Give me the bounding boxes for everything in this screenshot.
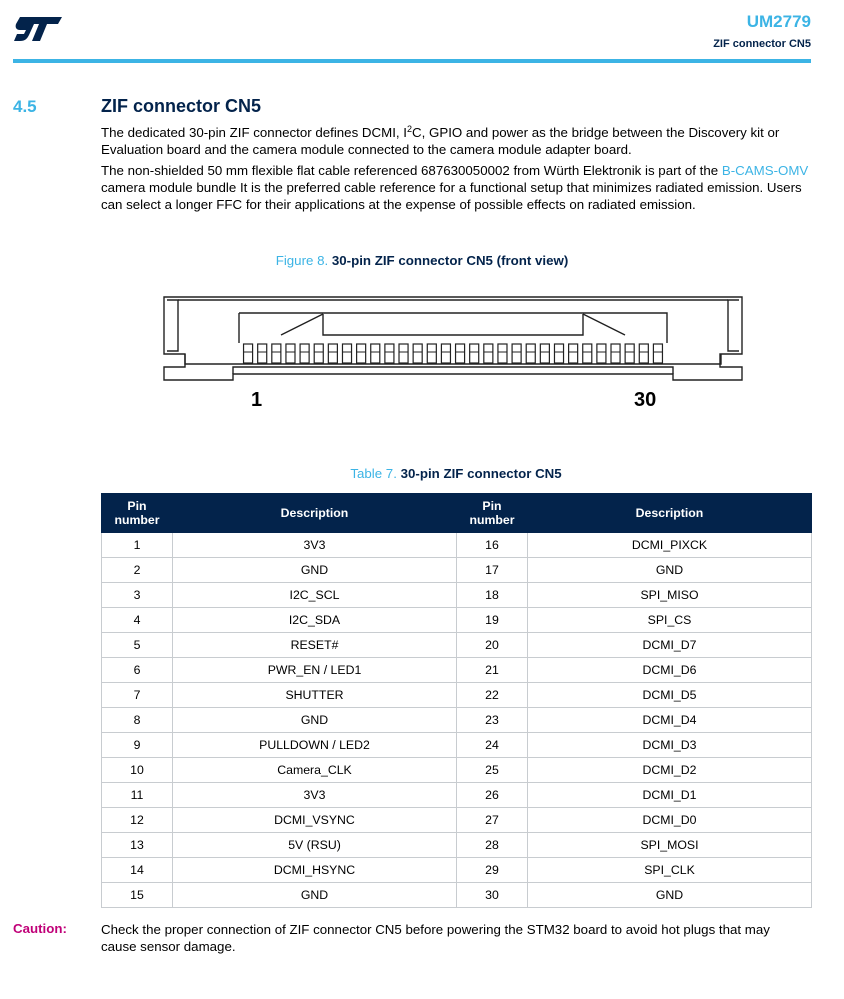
pin-number-cell: 12 bbox=[102, 808, 173, 833]
connector-pin bbox=[300, 344, 309, 363]
pin-number-cell: 20 bbox=[457, 633, 528, 658]
description-cell: DCMI_D3 bbox=[528, 733, 812, 758]
connector-pin bbox=[286, 344, 295, 363]
pin-number-cell: 5 bbox=[102, 633, 173, 658]
table-row bbox=[102, 858, 812, 883]
pin-number-cell: 27 bbox=[457, 808, 528, 833]
pin-number-cell: 28 bbox=[457, 833, 528, 858]
pin-number-cell: 18 bbox=[457, 583, 528, 608]
description-cell: DCMI_D2 bbox=[528, 758, 812, 783]
description-cell: 3V3 bbox=[173, 783, 457, 808]
description-cell: DCMI_D1 bbox=[528, 783, 812, 808]
paragraph-2: The non-shielded 50 mm flexible flat cable referenced 687630050002 from Würth Elektronik is part of the B-CAMS-OMV camera module bundle It is the preferred cable reference for a functional setup that minimizes radiated emission. Users can select a longer FFC for their applications at the expense of possible effects on radiated emission. bbox=[101, 163, 809, 212]
description-cell: 3V3 bbox=[173, 533, 457, 558]
document-id: UM2779 bbox=[746, 12, 811, 31]
description-cell: I2C_SCL bbox=[173, 583, 457, 608]
pin-number-cell: 26 bbox=[457, 783, 528, 808]
description-cell: DCMI_D5 bbox=[528, 683, 812, 708]
pin-number-cell: 25 bbox=[457, 758, 528, 783]
pin-number-cell: 4 bbox=[102, 608, 173, 633]
pin-number-cell: 19 bbox=[457, 608, 528, 633]
connector-pin bbox=[653, 344, 662, 363]
pin-number-cell: 13 bbox=[102, 833, 173, 858]
description-cell: PULLDOWN / LED2 bbox=[173, 733, 457, 758]
description-cell: Camera_CLK bbox=[173, 758, 457, 783]
connector-pin bbox=[314, 344, 323, 363]
table-row bbox=[102, 633, 812, 658]
description-cell: I2C_SDA bbox=[173, 608, 457, 633]
connector-pin bbox=[554, 344, 563, 363]
pin-number-cell: 11 bbox=[102, 783, 173, 808]
connector-pin bbox=[399, 344, 408, 363]
pin-number-cell: 8 bbox=[102, 708, 173, 733]
connector-pin bbox=[569, 344, 578, 363]
connector-pin bbox=[357, 344, 366, 363]
caution-text: Check the proper connection of ZIF connector CN5 before powering the STM32 board to avoid hot plugs that may cause sensor damage. bbox=[101, 922, 770, 954]
table-row bbox=[102, 533, 812, 558]
table-row bbox=[102, 733, 812, 758]
connector-pin bbox=[258, 344, 267, 363]
table-row bbox=[102, 708, 812, 733]
description-cell: 5V (RSU) bbox=[173, 833, 457, 858]
connector-pin bbox=[427, 344, 436, 363]
table-row bbox=[102, 833, 812, 858]
b-cams-omv-link[interactable]: B-CAMS-OMV bbox=[721, 163, 809, 178]
description-cell: SPI_CLK bbox=[528, 858, 812, 883]
description-cell: DCMI_D7 bbox=[528, 633, 812, 658]
header-description-2: Description bbox=[528, 494, 812, 533]
pin-number-cell: 7 bbox=[102, 683, 173, 708]
table-row bbox=[102, 683, 812, 708]
connector-pin bbox=[371, 344, 380, 363]
connector-pin bbox=[470, 344, 479, 363]
description-cell: GND bbox=[173, 708, 457, 733]
description-cell: GND bbox=[528, 883, 812, 908]
connector-pin bbox=[385, 344, 394, 363]
header-pin-number-2: Pin number bbox=[457, 494, 528, 533]
table-row bbox=[102, 758, 812, 783]
pin-number-cell: 3 bbox=[102, 583, 173, 608]
connector-pin bbox=[526, 344, 535, 363]
pin-number-cell: 1 bbox=[102, 533, 173, 558]
table-row bbox=[102, 883, 812, 908]
connector-pin bbox=[272, 344, 281, 363]
table-row bbox=[102, 783, 812, 808]
st-logo-icon bbox=[12, 13, 64, 45]
header-section-ref: ZIF connector CN5 bbox=[713, 38, 811, 50]
pin-30-label: 30 bbox=[634, 389, 657, 411]
description-cell: RESET# bbox=[173, 633, 457, 658]
description-cell: DCMI_D6 bbox=[528, 658, 812, 683]
description-cell: SPI_CS bbox=[528, 608, 812, 633]
pin-number-cell: 14 bbox=[102, 858, 173, 883]
connector-pin bbox=[413, 344, 422, 363]
connector-pin bbox=[512, 344, 521, 363]
section-title: ZIF connector CN5 bbox=[101, 96, 262, 116]
pin-number-cell: 6 bbox=[102, 658, 173, 683]
table-caption: Table 7. 30-pin ZIF connector CN5 bbox=[350, 466, 562, 481]
connector-pin bbox=[597, 344, 606, 363]
table-row bbox=[102, 608, 812, 633]
connector-pin bbox=[540, 344, 549, 363]
table-row bbox=[102, 583, 812, 608]
header-description-1: Description bbox=[173, 494, 457, 533]
description-cell: SPI_MISO bbox=[528, 583, 812, 608]
table-row bbox=[102, 658, 812, 683]
description-cell: GND bbox=[173, 883, 457, 908]
description-cell: DCMI_D4 bbox=[528, 708, 812, 733]
pin-number-cell: 29 bbox=[457, 858, 528, 883]
pin-number-cell: 9 bbox=[102, 733, 173, 758]
connector-pin bbox=[611, 344, 620, 363]
description-cell: PWR_EN / LED1 bbox=[173, 658, 457, 683]
table-row bbox=[102, 558, 812, 583]
connector-pin bbox=[484, 344, 493, 363]
connector-pin bbox=[328, 344, 337, 363]
pin-number-cell: 17 bbox=[457, 558, 528, 583]
connector-pin bbox=[456, 344, 465, 363]
pin-number-cell: 30 bbox=[457, 883, 528, 908]
pin-number-cell: 2 bbox=[102, 558, 173, 583]
pin-number-cell: 24 bbox=[457, 733, 528, 758]
description-cell: DCMI_VSYNC bbox=[173, 808, 457, 833]
connector-pin bbox=[583, 344, 592, 363]
description-cell: DCMI_D0 bbox=[528, 808, 812, 833]
connector-pin bbox=[498, 344, 507, 363]
pin-number-cell: 10 bbox=[102, 758, 173, 783]
connector-pin bbox=[342, 344, 351, 363]
description-cell: GND bbox=[173, 558, 457, 583]
description-cell: SPI_MOSI bbox=[528, 833, 812, 858]
connector-pin bbox=[244, 344, 253, 363]
description-cell: DCMI_HSYNC bbox=[173, 858, 457, 883]
pin-table bbox=[101, 493, 812, 908]
header-rule bbox=[13, 59, 811, 63]
caution-label: Caution: bbox=[13, 921, 67, 936]
figure-caption: Figure 8. 30-pin ZIF connector CN5 (front view) bbox=[275, 253, 569, 268]
paragraph-1: The dedicated 30-pin ZIF connector defines DCMI, $I^2C$, GPIO and power as the bridge between the Discovery kit or Evaluation board and the camera module connected to the camera module adapter board. bbox=[101, 124, 780, 157]
pin-number-cell: 23 bbox=[457, 708, 528, 733]
pin-number-cell: 15 bbox=[102, 883, 173, 908]
pin-number-cell: 22 bbox=[457, 683, 528, 708]
description-cell: DCMI_PIXCK bbox=[528, 533, 812, 558]
table-row bbox=[102, 808, 812, 833]
section-number: 4.5 bbox=[13, 97, 37, 116]
header-pin-number-1: Pin number bbox=[102, 494, 173, 533]
pin-1-label: 1 bbox=[251, 389, 263, 411]
pin-number-cell: 21 bbox=[457, 658, 528, 683]
connector-pin bbox=[639, 344, 648, 363]
description-cell: SHUTTER bbox=[173, 683, 457, 708]
table-header-row bbox=[102, 494, 812, 533]
zif-connector-diagram bbox=[163, 294, 743, 386]
pin-number-cell: 16 bbox=[457, 533, 528, 558]
connector-pin bbox=[441, 344, 450, 363]
connector-pin bbox=[625, 344, 634, 363]
description-cell: GND bbox=[528, 558, 812, 583]
